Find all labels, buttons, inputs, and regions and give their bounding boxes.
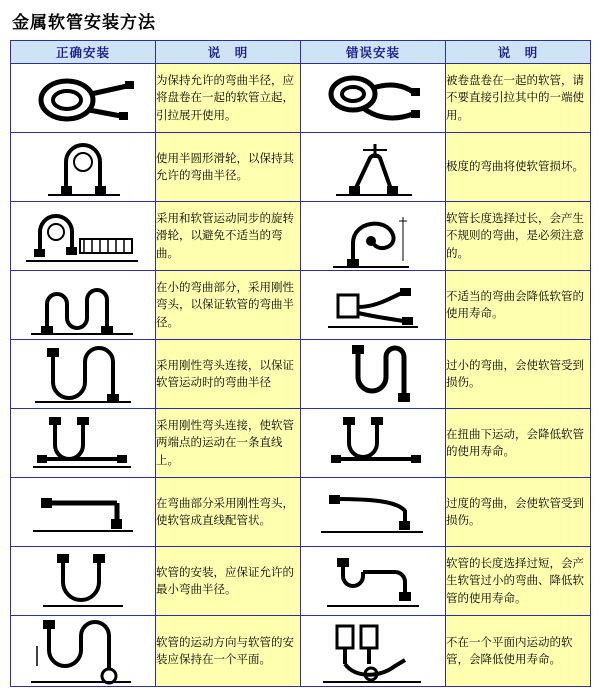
same-plane-motion-icon [11, 616, 155, 686]
figure-cell-correct [11, 271, 156, 340]
table-row [11, 616, 591, 687]
note-cell-wrong: 在扭曲下运动，会降低软管的使用寿命。 [446, 409, 591, 478]
too-long-hose-icon [301, 550, 445, 612]
twist-motion-icon [301, 413, 445, 473]
figure-cell-wrong [301, 409, 446, 478]
note-cell-correct: 采用和软管运动同步的旋转滑轮，以避免不适当的弯曲。 [156, 202, 301, 271]
excessive-bend-icon [301, 487, 445, 537]
note-cell-correct: 在弯曲部分采用刚性弯头，使软管成直线配管状。 [156, 478, 301, 547]
column-header-correct-note: 说 明 [156, 41, 301, 64]
table-row [11, 409, 591, 478]
figure-cell-wrong [301, 616, 446, 687]
table-row [11, 271, 591, 340]
figure-cell-correct [11, 133, 156, 202]
figure-cell-correct [11, 409, 156, 478]
long-hose-irregular-bend-icon [301, 203, 445, 269]
note-cell-wrong: 极度的弯曲将使软管损坏。 [446, 133, 591, 202]
sharp-bend-sheave-icon [301, 136, 445, 198]
table-header-row [11, 41, 591, 64]
straight-line-motion-icon [11, 413, 155, 473]
note-cell-wrong: 软管的长度选择过短，会产生软管过小的弯曲、降低软管的使用寿命。 [446, 547, 591, 616]
column-header-wrong-install: 错误安装 [301, 41, 446, 64]
figure-cell-wrong [301, 202, 446, 271]
figure-cell-wrong [301, 547, 446, 616]
note-cell-correct: 使用半圆形滑轮，以保持其允许的弯曲半径。 [156, 133, 301, 202]
figure-cell-correct [11, 616, 156, 687]
semicircle-sheave-icon [11, 136, 155, 198]
table-row [11, 340, 591, 409]
too-small-bend-icon [301, 343, 445, 405]
out-of-plane-motion-icon [301, 616, 445, 686]
figure-cell-correct [11, 340, 156, 409]
note-cell-wrong: 过小的弯曲，会使软管受到损伤。 [446, 340, 591, 409]
figure-cell-wrong [301, 271, 446, 340]
figure-cell-wrong [301, 133, 446, 202]
note-cell-wrong: 过度的弯曲，会使软管受到损伤。 [446, 478, 591, 547]
note-cell-correct: 在小的弯曲部分，采用刚性弯头，以保证软管的弯曲半径。 [156, 271, 301, 340]
minimum-bend-radius-icon [11, 550, 155, 612]
note-cell-wrong: 不适当的弯曲会降低软管的使用寿命。 [446, 271, 591, 340]
table-row [11, 64, 591, 133]
rigid-elbow-connection-icon [11, 342, 155, 406]
figure-cell-correct [11, 478, 156, 547]
figure-cell-correct [11, 547, 156, 616]
note-cell-wrong: 不在一个平面内运动的软管，会降低使用寿命。 [446, 616, 591, 687]
table-row [11, 133, 591, 202]
note-cell-correct: 采用刚性弯头连接，以保证软管运动时的弯曲半径 [156, 340, 301, 409]
improper-bend-icon [301, 275, 445, 335]
figure-cell-wrong [301, 64, 446, 133]
rigid-elbow-straight-pipe-icon [11, 487, 155, 537]
column-header-correct-install: 正确安装 [11, 41, 156, 64]
note-cell-correct: 为保持允许的弯曲半径，应将盘卷在一起的软管立起，引拉展开使用。 [156, 64, 301, 133]
coiled-hose-flat-icon [11, 68, 155, 128]
table-row [11, 202, 591, 271]
note-cell-correct: 软管的运动方向与软管的安装应保持在一个平面。 [156, 616, 301, 687]
table-row [11, 478, 591, 547]
figure-cell-correct [11, 64, 156, 133]
figure-cell-correct [11, 202, 156, 271]
rigid-bend-small-radius-icon [11, 274, 155, 336]
page-title: 金属软管安装方法 [12, 13, 156, 33]
figure-cell-wrong [301, 478, 446, 547]
note-cell-wrong: 被卷盘卷在一起的软管，请不要直接引拉其中的一端使用。 [446, 64, 591, 133]
note-cell-wrong: 软管长度选择过长，会产生不规则的弯曲，是必须注意的。 [446, 202, 591, 271]
column-header-wrong-note: 说 明 [446, 41, 591, 64]
rotating-sheave-chain-icon [11, 205, 155, 267]
note-cell-correct: 采用刚性弯头连接，使软管两端点的运动在一条直线上。 [156, 409, 301, 478]
table-row [11, 547, 591, 616]
coiled-hose-pulled-icon [301, 68, 445, 128]
note-cell-correct: 软管的安装，应保证允许的最小弯曲半径。 [156, 547, 301, 616]
figure-cell-wrong [301, 340, 446, 409]
hose-installation-table [10, 40, 591, 687]
